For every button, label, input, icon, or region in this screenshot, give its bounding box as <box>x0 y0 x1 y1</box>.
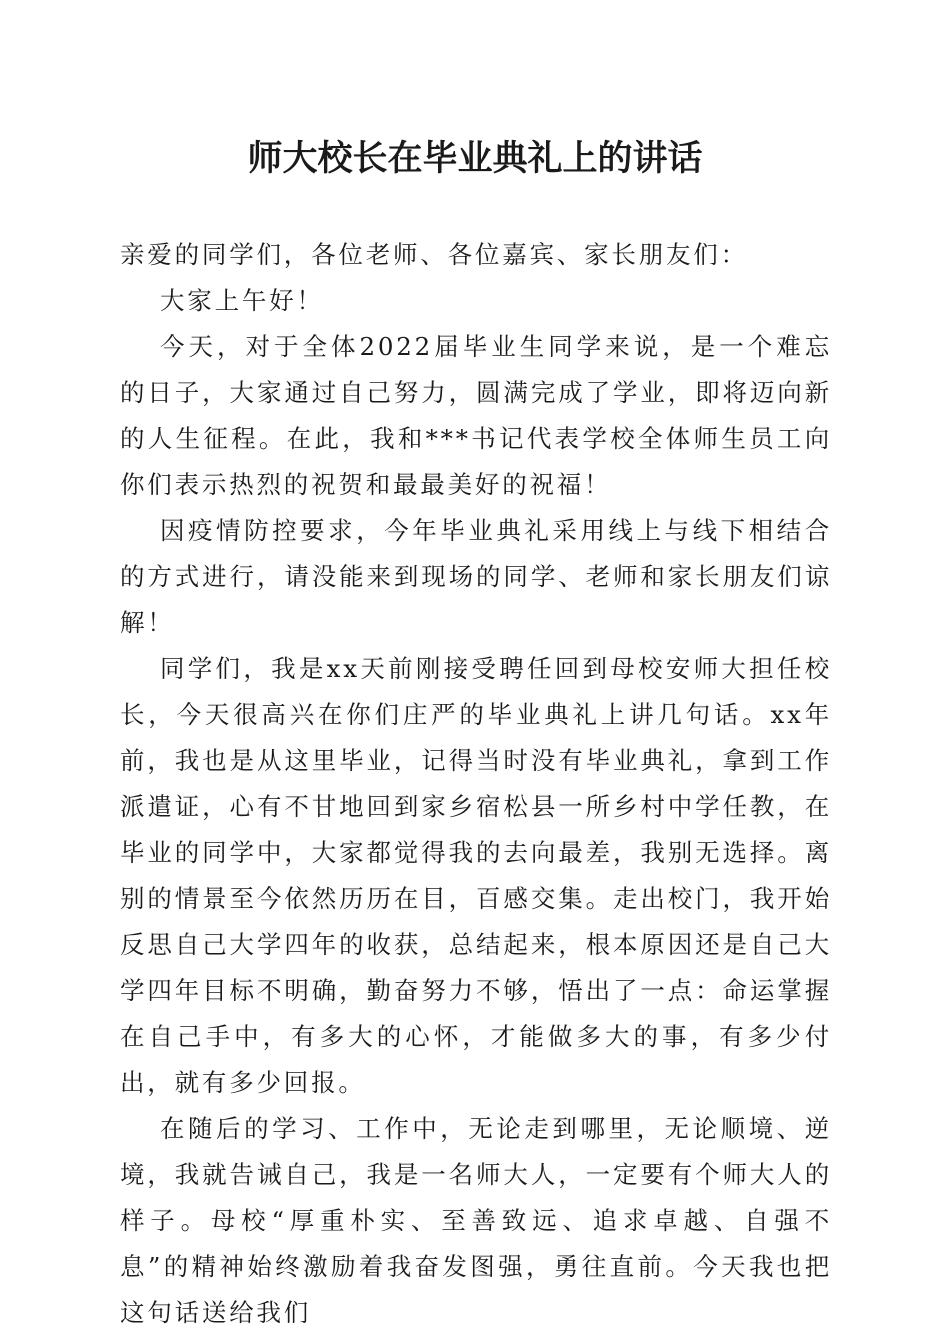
paragraph: 因疫情防控要求，今年毕业典礼采用线上与线下相结合的方式进行，请没能来到现场的同学、老师和家长朋友们谅解！ <box>120 516 832 637</box>
document-title: 师大校长在毕业典礼上的讲话 <box>247 138 703 179</box>
paragraph: 同学们，我是xx天前刚接受聘任回到母校安师大担任校长，今天很高兴在你们庄严的毕业典礼上讲几句话。xx年前，我也是从这里毕业，记得当时没有毕业典礼，拿到工作派遣证，心有不甘地回到家乡宿松县一所乡村中学任教，在毕业的同学中，大家都觉得我的去向最差，我别无选择。离别的情景至今依然历历在目，百感交集。走出校门，我开始反思自己大学四年的收获，总结起来，根本原因还是自己大学四年目标不明确，勤奋努力不够，悟出了一点：命运掌握在自己手中，有多大的心怀，才能做多大的事，有多少付出，就有多少回报。 <box>120 654 832 1097</box>
salutation: 亲爱的同学们，各位老师、各位嘉宾、家长朋友们： <box>120 240 748 269</box>
document-body <box>120 232 832 1336</box>
paragraph: 在随后的学习、工作中，无论走到哪里，无论顺境、逆境，我就告诫自己，我是一名师大人，一定要有个师大人的样子。母校“厚重朴实、至善致远、追求卓越、自强不息”的精神始终激励着我奋发图强，勇往直前。今天我也把这句话送给我们 <box>120 1114 832 1327</box>
paragraph: 大家上午好！ <box>160 286 324 315</box>
paragraph: 今天，对于全体2022届毕业生同学来说，是一个难忘的日子，大家通过自己努力，圆满完成了学业，即将迈向新的人生征程。在此，我和***书记代表学校全体师生员工向你们表示热烈的祝贺和最最美好的祝福！ <box>120 332 832 499</box>
